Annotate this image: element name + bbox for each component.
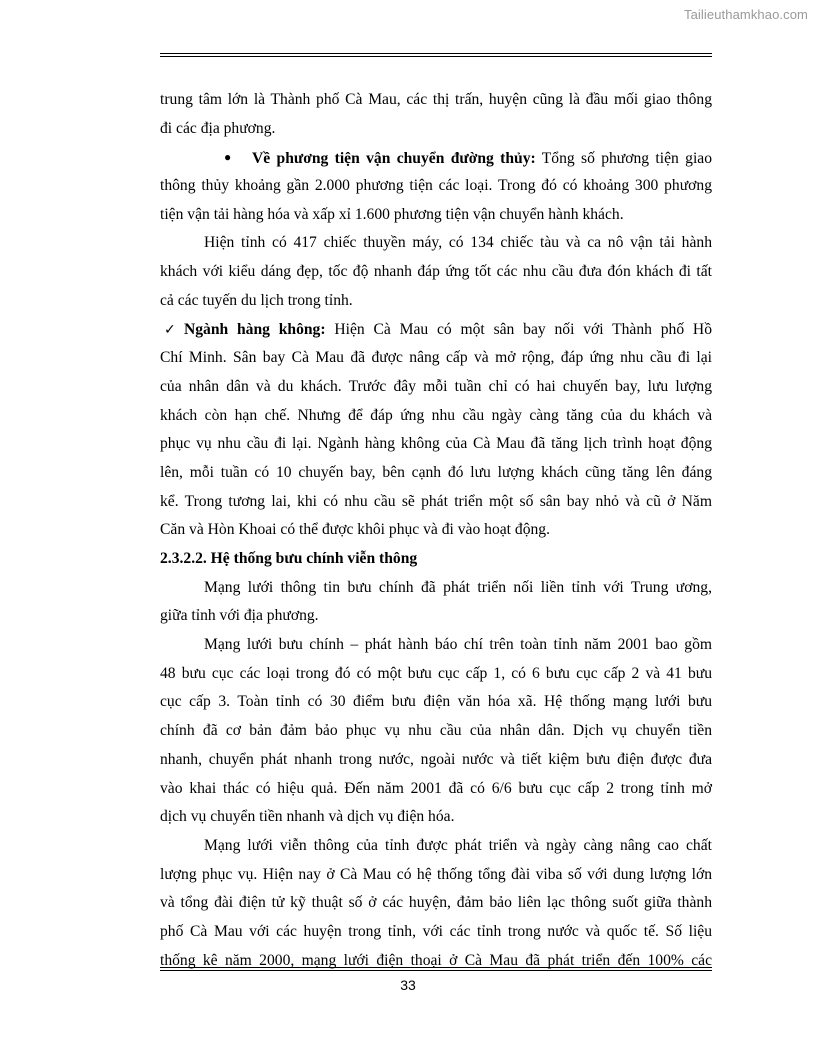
text-line: lượng phục vụ. Hiện nay ở Cà Mau có hệ thống tổng đài viba số với dung lượng lớn [160, 865, 712, 883]
text-line: cả các tuyến du lịch trong tỉnh. [160, 291, 353, 309]
bullet-dot-icon: ● [224, 150, 232, 165]
text-line: tiện vận tải hàng hóa và xấp xỉ 1.600 phương tiện vận chuyển hành khách. [160, 205, 624, 223]
checkmark-heading: Ngành hàng không: [184, 320, 326, 338]
text-line: khách với kiểu dáng đẹp, tốc độ nhanh đáp ứng tốt các nhu cầu đưa đón khách đi tất [160, 263, 712, 281]
text-line: Mạng lưới bưu chính – phát hành báo chí trên toàn tỉnh năm 2001 bao gồm [204, 636, 712, 654]
footer-rule [160, 967, 712, 971]
text-line: giữa tỉnh với địa phương. [160, 607, 319, 625]
text-line: Mạng lưới thông tin bưu chính đã phát triển nối liền tỉnh với Trung ương, [204, 578, 712, 596]
text-line: trung tâm lớn là Thành phố Cà Mau, các thị trấn, huyện cũng là đầu mối giao thông [160, 91, 712, 108]
text-span: Hiện Cà Mau có một sân bay nối với Thành phố Hồ [325, 320, 712, 338]
text-line: Chí Minh. Sân bay Cà Mau đã được nâng cấp và mở rộng, đáp ứng nhu cầu đi lại [160, 349, 712, 367]
text-line: Căn và Hòn Khoai có thể được khôi phục và đi vào hoạt động. [160, 521, 550, 539]
text-line: thống kê năm 2000, mạng lưới điện thoại ở Cà Mau đã phát triển đến 100% các [160, 951, 712, 969]
text-line: đi các địa phương. [160, 119, 276, 137]
text-line: Hiện tỉnh có 417 chiếc thuyền máy, có 134 chiếc tàu và ca nô vận tải hành [204, 234, 712, 252]
text-span: Tổng số phương tiện giao [535, 150, 712, 168]
bullet-heading: Về phương tiện vận chuyển đường thủy: [252, 150, 536, 168]
document-body [160, 86, 712, 975]
checkmark-line [160, 316, 712, 345]
text-line: và tổng đài điện tử kỹ thuật số ở các huyện, đảm bảo liên lạc thông suốt giữa thành [160, 894, 712, 912]
text-line: chính đã cơ bản đảm bảo phục vụ nhu cầu của nhân dân. Dịch vụ chuyển tiền [160, 722, 712, 740]
text-line: cục cấp 3. Toàn tỉnh có 30 điểm bưu điện văn hóa xã. Hệ thống mạng lưới bưu [160, 693, 712, 711]
text-line: kể. Trong tương lai, khi có nhu cầu sẽ phát triển một số sân bay nhỏ và cũ ở Năm [160, 492, 712, 510]
text-line: vào khai thác có hiệu quả. Đến năm 2001 đã có 6/6 bưu cục cấp 2 trong tỉnh mở [160, 779, 712, 797]
watermark-text: Tailieuthamkhao.com [683, 7, 808, 22]
checkmark-icon: ✓ [164, 321, 176, 338]
text-line: phục vụ nhu cầu đi lại. Ngành hàng không của Cà Mau đã tăng lịch trình hoạt động [160, 435, 712, 453]
page-number: 33 [400, 977, 416, 993]
bullet-line [160, 143, 712, 172]
text-line: nhanh, chuyển phát nhanh trong nước, ngoài nước và tiết kiệm bưu điện được đưa [160, 750, 712, 768]
header-rule [160, 53, 712, 57]
text-line: 48 bưu cục các loại trong đó có một bưu cục cấp 1, có 6 bưu cục cấp 2 và 41 bưu [160, 664, 712, 682]
text-line: khách còn hạn chế. Nhưng để đáp ứng nhu cầu ngày càng tăng của du khách và [160, 406, 712, 424]
text-line: thông thủy khoảng gần 2.000 phương tiện các loại. Trong đó có khoảng 300 phương [160, 177, 712, 195]
text-line: lên, mỗi tuần có 10 chuyến bay, bên cạnh đó lưu lượng khách cũng tăng lên đáng [160, 463, 712, 481]
text-line: của nhân dân và du khách. Trước đây mỗi tuần chỉ có hai chuyến bay, lưu lượng [160, 377, 712, 395]
text-line: phố Cà Mau với các huyện trong tỉnh, với các tỉnh trong nước và quốc tế. Số liệu [160, 922, 712, 940]
text-line: Mạng lưới viễn thông của tỉnh được phát triển và ngày càng nâng cao chất [204, 836, 712, 854]
text-line: dịch vụ chuyển tiền nhanh và dịch vụ điện hóa. [160, 808, 455, 826]
section-heading: 2.3.2.2. Hệ thống bưu chính viễn thông [160, 550, 418, 567]
